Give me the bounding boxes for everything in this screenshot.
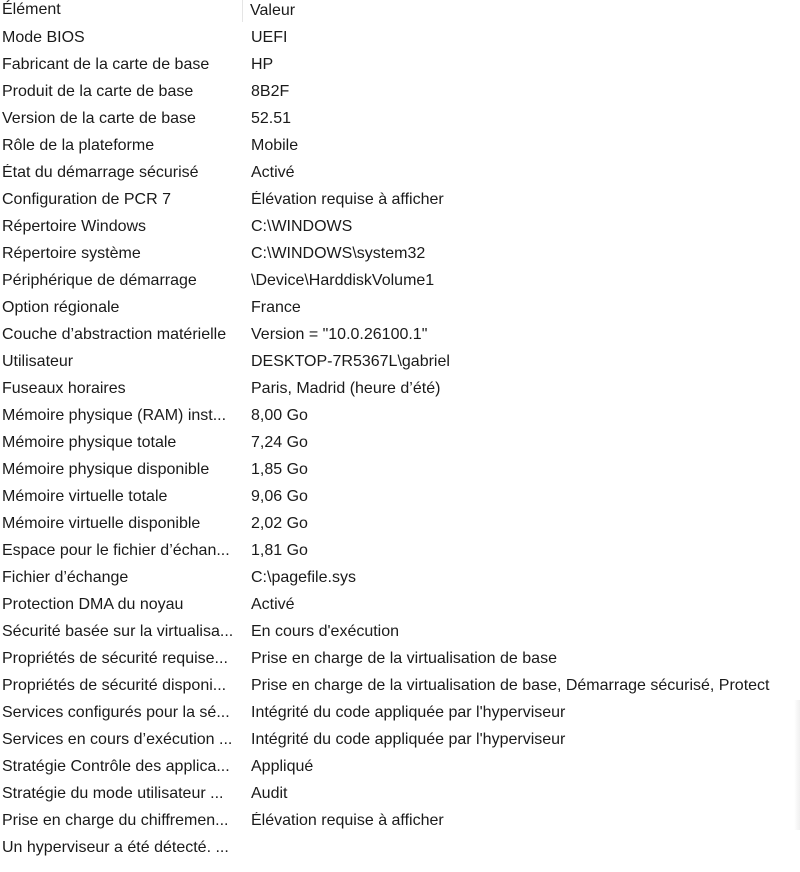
row-value: DESKTOP-7R5367L\gabriel xyxy=(251,352,450,370)
row-value: Élévation requise à afficher xyxy=(251,811,444,829)
table-row[interactable] xyxy=(0,699,800,726)
row-value: Audit xyxy=(251,784,288,802)
row-element-label: Mémoire physique totale xyxy=(2,433,177,451)
row-value: 9,06 Go xyxy=(251,487,308,505)
row-value: Élévation requise à afficher xyxy=(251,190,444,208)
row-value: C:\pagefile.sys xyxy=(251,568,356,586)
table-row[interactable] xyxy=(0,672,800,699)
row-element-label: Espace pour le fichier d’échan... xyxy=(2,541,230,559)
row-value: HP xyxy=(251,55,274,73)
row-value: \Device\HarddiskVolume1 xyxy=(251,271,435,289)
row-element-label: Mémoire physique (RAM) inst... xyxy=(2,406,227,424)
row-element-label: Prise en charge du chiffremen... xyxy=(2,811,229,829)
row-element-label: Propriétés de sécurité requise... xyxy=(2,649,228,667)
row-element-label: Option régionale xyxy=(2,298,120,316)
table-row[interactable] xyxy=(0,321,800,348)
row-element-label: Services en cours d’exécution ... xyxy=(2,730,233,748)
table-row[interactable] xyxy=(0,429,800,456)
row-value: 1,85 Go xyxy=(251,460,308,478)
table-header xyxy=(0,0,800,22)
row-element-label: Propriétés de sécurité disponi... xyxy=(2,676,227,694)
row-value: Activé xyxy=(251,595,295,613)
row-element-label: Fichier d’échange xyxy=(2,568,129,586)
table-row[interactable] xyxy=(0,51,800,78)
row-value: Activé xyxy=(251,163,295,181)
table-row[interactable] xyxy=(0,240,800,267)
column-header-element[interactable]: Élément xyxy=(0,0,243,22)
row-element-label: Mode BIOS xyxy=(2,28,85,46)
row-value: 1,81 Go xyxy=(251,541,308,559)
table-row[interactable] xyxy=(0,78,800,105)
table-row[interactable] xyxy=(0,24,800,51)
table-row[interactable] xyxy=(0,780,800,807)
table-row[interactable] xyxy=(0,402,800,429)
row-value: C:\WINDOWS\system32 xyxy=(251,244,426,262)
row-element-label: Protection DMA du noyau xyxy=(2,595,184,613)
row-element-label: Un hyperviseur a été détecté. ... xyxy=(2,838,229,856)
row-value: Paris, Madrid (heure d’été) xyxy=(251,379,441,397)
table-row[interactable] xyxy=(0,375,800,402)
row-value: Prise en charge de la virtualisation de base xyxy=(251,649,557,667)
row-element-label: Configuration de PCR 7 xyxy=(2,190,171,208)
table-row[interactable] xyxy=(0,267,800,294)
row-element-label: Services configurés pour la sé... xyxy=(2,703,230,721)
row-value: Mobile xyxy=(251,136,299,154)
row-value: Intégrité du code appliquée par l'hyperviseur xyxy=(251,703,566,721)
row-element-label: Périphérique de démarrage xyxy=(2,271,197,289)
table-row[interactable] xyxy=(0,510,800,537)
table-row[interactable] xyxy=(0,537,800,564)
row-value: Version = "10.0.26100.1" xyxy=(251,325,428,343)
row-element-label: Sécurité basée sur la virtualisa... xyxy=(2,622,234,640)
table-row[interactable] xyxy=(0,294,800,321)
row-element-label: Stratégie du mode utilisateur ... xyxy=(2,784,224,802)
row-value: Intégrité du code appliquée par l'hyperviseur xyxy=(251,730,566,748)
table-body xyxy=(0,24,800,861)
table-row[interactable] xyxy=(0,753,800,780)
row-element-label: Rôle de la plateforme xyxy=(2,136,155,154)
row-element-label: Stratégie Contrôle des applica... xyxy=(2,757,230,775)
table-row[interactable] xyxy=(0,483,800,510)
row-value: Appliqué xyxy=(251,757,314,775)
table-row[interactable] xyxy=(0,726,800,753)
table-row[interactable] xyxy=(0,834,800,861)
row-element-label: Fuseaux horaires xyxy=(2,379,126,397)
table-row[interactable] xyxy=(0,186,800,213)
row-value: C:\WINDOWS xyxy=(251,217,353,235)
row-element-label: Répertoire système xyxy=(2,244,141,262)
table-row[interactable] xyxy=(0,618,800,645)
row-element-label: Utilisateur xyxy=(2,352,74,370)
table-row[interactable] xyxy=(0,456,800,483)
table-row[interactable] xyxy=(0,645,800,672)
row-element-label: Mémoire virtuelle disponible xyxy=(2,514,201,532)
scroll-edge xyxy=(794,700,800,830)
row-value: Prise en charge de la virtualisation de base, Démarrage sécurisé, Protect xyxy=(251,676,770,694)
row-value: 8,00 Go xyxy=(251,406,308,424)
row-element-label: Mémoire virtuelle totale xyxy=(2,487,168,505)
row-element-label: Couche d’abstraction matérielle xyxy=(2,325,227,343)
row-element-label: Répertoire Windows xyxy=(2,217,147,235)
row-element-label: Version de la carte de base xyxy=(2,109,196,127)
row-value: 52.51 xyxy=(251,109,292,127)
table-row[interactable] xyxy=(0,159,800,186)
table-row[interactable] xyxy=(0,213,800,240)
row-element-label: Mémoire physique disponible xyxy=(2,460,210,478)
table-row[interactable] xyxy=(0,132,800,159)
table-row[interactable] xyxy=(0,564,800,591)
row-element-label: État du démarrage sécurisé xyxy=(2,163,199,181)
row-element-label: Produit de la carte de base xyxy=(2,82,194,100)
row-element-label: Fabricant de la carte de base xyxy=(2,55,210,73)
row-value: France xyxy=(251,298,301,316)
row-value: UEFI xyxy=(251,28,288,46)
row-value: En cours d'exécution xyxy=(251,622,400,640)
table-row[interactable] xyxy=(0,105,800,132)
table-row[interactable] xyxy=(0,348,800,375)
row-value: 2,02 Go xyxy=(251,514,308,532)
table-row[interactable] xyxy=(0,807,800,834)
table-row[interactable] xyxy=(0,591,800,618)
column-header-value[interactable]: Valeur xyxy=(250,2,296,19)
row-value: 7,24 Go xyxy=(251,433,308,451)
row-value: 8B2F xyxy=(251,82,290,100)
